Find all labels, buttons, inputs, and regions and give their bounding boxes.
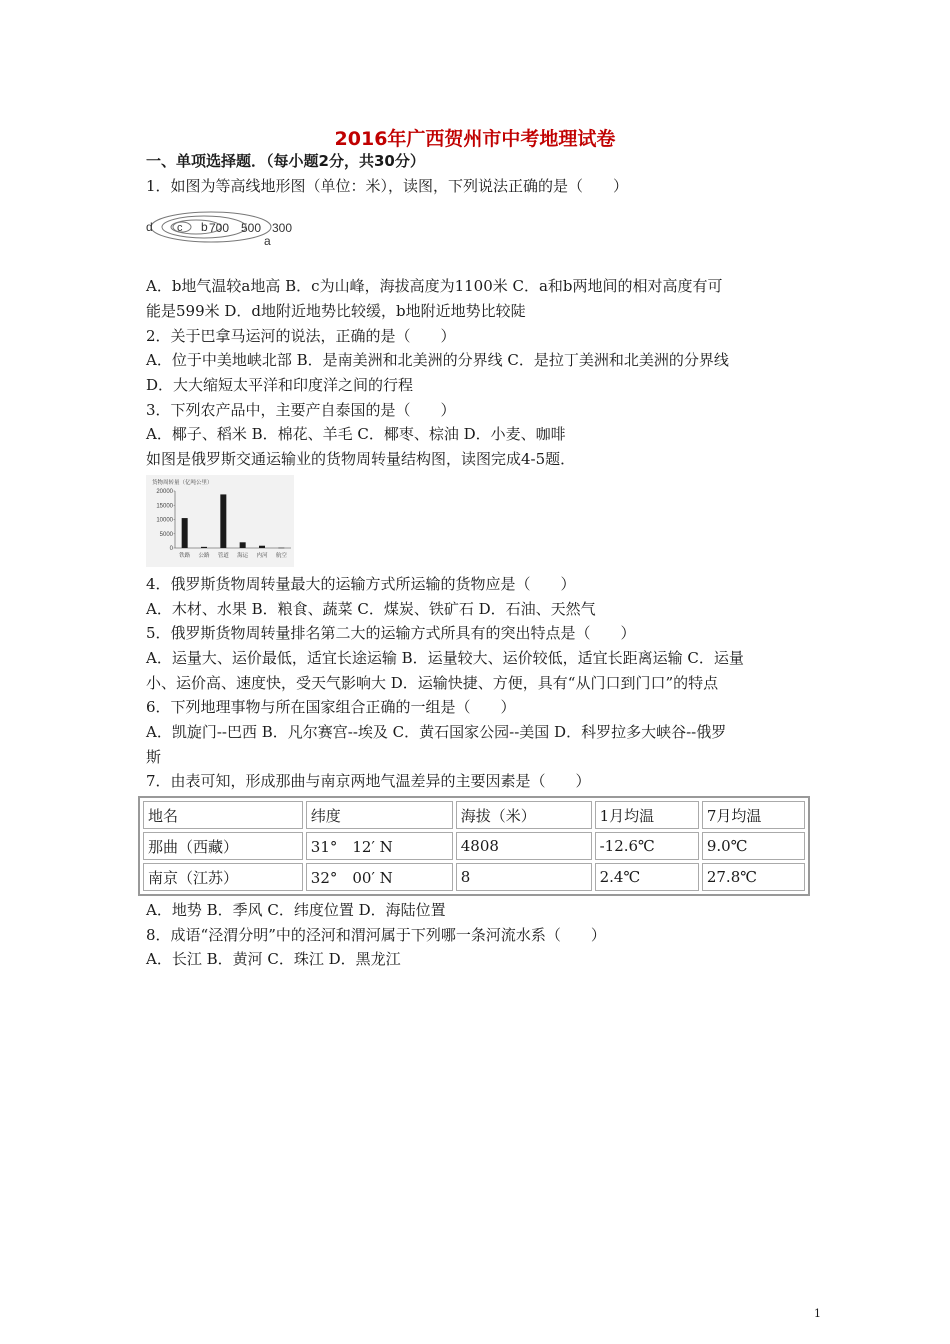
chart-bar	[259, 546, 265, 548]
table-cell: 32° 00′ N	[306, 863, 453, 891]
contour-label-b: b	[201, 220, 208, 234]
question-8-options: A．长江 B．黄河 C．珠江 D．黑龙江	[146, 950, 401, 968]
table-cell: 那曲（西藏）	[143, 832, 303, 860]
contour-label-a: a	[264, 234, 271, 248]
table-cell: 南京（江苏）	[143, 863, 303, 891]
table-cell: 4808	[456, 832, 592, 860]
question-6-options-line-2: 斯	[146, 748, 162, 766]
table-row	[143, 832, 805, 860]
question-7-options: A．地势 B．季风 C．纬度位置 D．海陆位置	[146, 901, 446, 919]
question-1-options-line-1: A．b地气温较a地高 B．c为山峰，海拔高度为1100米 C．a和b两地间的相对高度有可	[146, 277, 723, 295]
question-3: 3．下列农产品中，主要产自泰国的是（ ）	[146, 401, 456, 419]
contour-map	[146, 209, 300, 251]
x-tick-label: 公路	[198, 553, 210, 559]
table-cell: -12.6℃	[595, 832, 699, 860]
y-tick-label: 10000	[156, 517, 173, 524]
y-tick-label: 15000	[156, 503, 173, 510]
chart-bar	[278, 548, 284, 549]
table-cell: 27.8℃	[702, 863, 805, 891]
question-2: 2．关于巴拿马运河的说法，正确的是（ ）	[146, 327, 456, 345]
contour-label-500: 500	[241, 221, 262, 235]
x-tick-label: 管道	[217, 553, 229, 559]
question-5: 5．俄罗斯货物周转量排名第二大的运输方式所具有的突出特点是（ ）	[146, 624, 636, 642]
table-header-cell: 7月均温	[702, 801, 805, 829]
question-1-options-line-2: 能是599米 D．d地附近地势比较缓，b地附近地势比较陡	[146, 302, 526, 320]
x-tick-label: 内河	[256, 553, 268, 559]
table-cell: 31° 12′ N	[306, 832, 453, 860]
table-header-cell: 海拔（米）	[456, 801, 592, 829]
table-cell: 9.0℃	[702, 832, 805, 860]
table-cell: 2.4℃	[595, 863, 699, 891]
question-8: 8．成语“泾渭分明”中的泾河和渭河属于下列哪一条河流水系（ ）	[146, 926, 606, 944]
x-tick-label: 航空	[275, 553, 287, 559]
y-tick-label: 20000	[156, 489, 173, 495]
contour-label-c: c	[177, 222, 183, 234]
question-1: 1．如图为等高线地形图（单位：米），读图，下列说法正确的是（ ）	[146, 177, 629, 195]
question-5-options-line-1: A．运量大、运价最低，适宜长途运输 B．运量较大、运价较低，适宜长距离运输 C．运量	[146, 649, 744, 667]
chart-bar	[220, 494, 226, 548]
section-heading: 一、单项选择题．（每小题2分，共30分）	[146, 152, 425, 170]
table-header-cell: 1月均温	[595, 801, 699, 829]
contour-label-d: d	[146, 220, 153, 234]
question-2-options-line-1: A．位于中美地峡北部 B．是南美洲和北美洲的分界线 C．是拉丁美洲和北美洲的分界线	[146, 351, 729, 369]
chart-intro: 如图是俄罗斯交通运输业的货物周转量结构图，读图完成4-5题．	[146, 450, 576, 468]
y-tick-label: 0	[169, 546, 173, 552]
chart-bar	[182, 518, 188, 548]
table-header-cell: 纬度	[306, 801, 453, 829]
table-header-row	[143, 801, 805, 829]
question-6: 6．下列地理事物与所在国家组合正确的一组是（ ）	[146, 698, 516, 716]
contour-label-300: 300	[272, 221, 293, 235]
y-tick-label: 5000	[159, 531, 173, 538]
chart-bar	[240, 542, 246, 548]
question-4-options: A．木材、水果 B．粮食、蔬菜 C．煤炭、铁矿石 D．石油、天然气	[146, 600, 596, 618]
x-tick-label: 铁路	[179, 553, 191, 559]
page-number: 1	[814, 1307, 821, 1320]
question-6-options-line-1: A．凯旋门--巴西 B．凡尔赛宫--埃及 C．黄石国家公园--美国 D．科罗拉多大峡谷--俄罗	[146, 723, 727, 741]
question-5-options-line-2: 小、运价高、速度快，受天气影响大 D．运输快捷、方便，具有“从门口到门口”的特点	[146, 674, 719, 692]
table-row	[143, 863, 805, 891]
chart-bar	[201, 547, 207, 548]
chart-title: 货物周转量（亿吨公里）	[152, 480, 213, 486]
x-tick-label: 海运	[237, 553, 249, 559]
climate-table	[138, 796, 810, 896]
question-7: 7．由表可知，形成那曲与南京两地气温差异的主要因素是（ ）	[146, 772, 591, 790]
question-2-options-line-2: D．大大缩短太平洋和印度洋之间的行程	[146, 376, 414, 394]
page-title: 2016年广西贺州市中考地理试卷	[334, 128, 616, 150]
table-cell: 8	[456, 863, 592, 891]
question-3-options: A．椰子、稻米 B．棉花、羊毛 C．椰枣、棕油 D．小麦、咖啡	[146, 425, 566, 443]
contour-label-700: 700	[209, 221, 230, 235]
table-header-cell: 地名	[143, 801, 303, 829]
question-4: 4．俄罗斯货物周转量最大的运输方式所运输的货物应是（ ）	[146, 575, 576, 593]
freight-bar-chart	[146, 475, 294, 567]
